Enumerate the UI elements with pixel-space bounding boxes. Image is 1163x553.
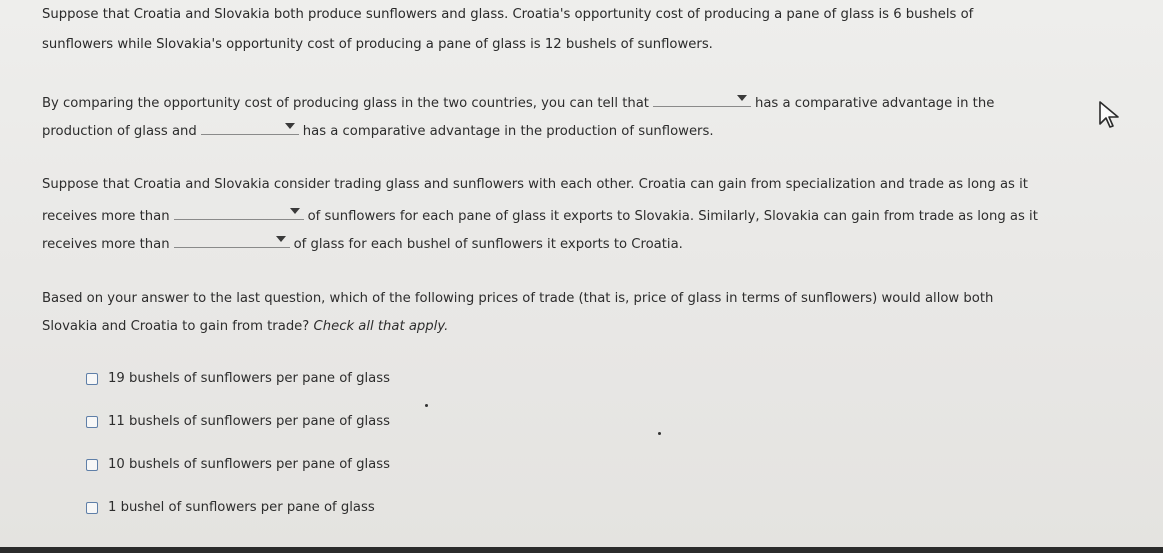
option-label: 11 bushels of sunflowers per pane of glass <box>108 414 390 429</box>
screen-speck <box>658 432 661 435</box>
chevron-down-icon <box>276 236 286 242</box>
option-11-bushels[interactable] <box>86 413 390 431</box>
checkbox[interactable] <box>86 416 98 428</box>
checkbox[interactable] <box>86 373 98 385</box>
quantity-dropdown-sunflowers[interactable] <box>174 205 304 220</box>
q2-text-d: of glass for each bushel of sunflowers it exports to Croatia. <box>293 237 683 252</box>
q1-text-d: has a comparative advantage in the production of sunflowers. <box>302 124 714 139</box>
q3-text: Slovakia and Croatia to gain from trade? <box>42 319 310 334</box>
country-dropdown-sunflowers[interactable] <box>201 120 299 135</box>
chevron-down-icon <box>737 95 747 101</box>
checkbox[interactable] <box>86 502 98 514</box>
q1-line-2 <box>42 120 714 141</box>
option-1-bushel[interactable] <box>86 499 375 517</box>
option-10-bushels[interactable] <box>86 456 390 474</box>
q1-text-a: By comparing the opportunity cost of producing glass in the two countries, you can tell that <box>42 96 649 111</box>
q1-text-b: has a comparative advantage in the <box>754 96 995 111</box>
checkbox[interactable] <box>86 459 98 471</box>
quantity-dropdown-glass[interactable] <box>174 233 290 248</box>
q2-text-b: of sunflowers for each pane of glass it exports to Slovakia. Similarly, Slovakia can gain from trade as long as it <box>307 209 1038 224</box>
option-label: 1 bushel of sunflowers per pane of glass <box>108 500 375 515</box>
mouse-pointer-icon <box>1096 100 1124 130</box>
q1-text-c: production of glass and <box>42 124 197 139</box>
chevron-down-icon <box>285 123 295 129</box>
q2-line-1: Suppose that Croatia and Slovakia consider trading glass and sunflowers with each other. Croatia can gain from specialization and trade as long as it <box>42 177 1028 192</box>
q2-text-a: receives more than <box>42 209 170 224</box>
q2-line-2 <box>42 205 1038 226</box>
option-label: 19 bushels of sunflowers per pane of glass <box>108 371 390 386</box>
q3-instruction: Check all that apply. <box>313 319 449 334</box>
screen-speck <box>425 404 428 407</box>
intro-line-2: sunflowers while Slovakia's opportunity cost of producing a pane of glass is 12 bushels of sunflowers. <box>42 37 713 52</box>
option-19-bushels[interactable] <box>86 370 390 388</box>
q3-line-2 <box>42 318 448 336</box>
option-label: 10 bushels of sunflowers per pane of glass <box>108 457 390 472</box>
country-dropdown-glass[interactable] <box>653 92 751 107</box>
q2-text-c: receives more than <box>42 237 170 252</box>
intro-line-1: Suppose that Croatia and Slovakia both produce sunflowers and glass. Croatia's opportunity cost of producing a pane of glass is 6 bushels of <box>42 7 974 22</box>
q3-line-1: Based on your answer to the last question, which of the following prices of trade (that is, price of glass in terms of sunflowers) would allow both <box>42 291 994 306</box>
chevron-down-icon <box>290 208 300 214</box>
q2-line-3 <box>42 233 683 254</box>
screen-bottom-edge <box>0 547 1163 553</box>
q1-line-1 <box>42 92 994 113</box>
